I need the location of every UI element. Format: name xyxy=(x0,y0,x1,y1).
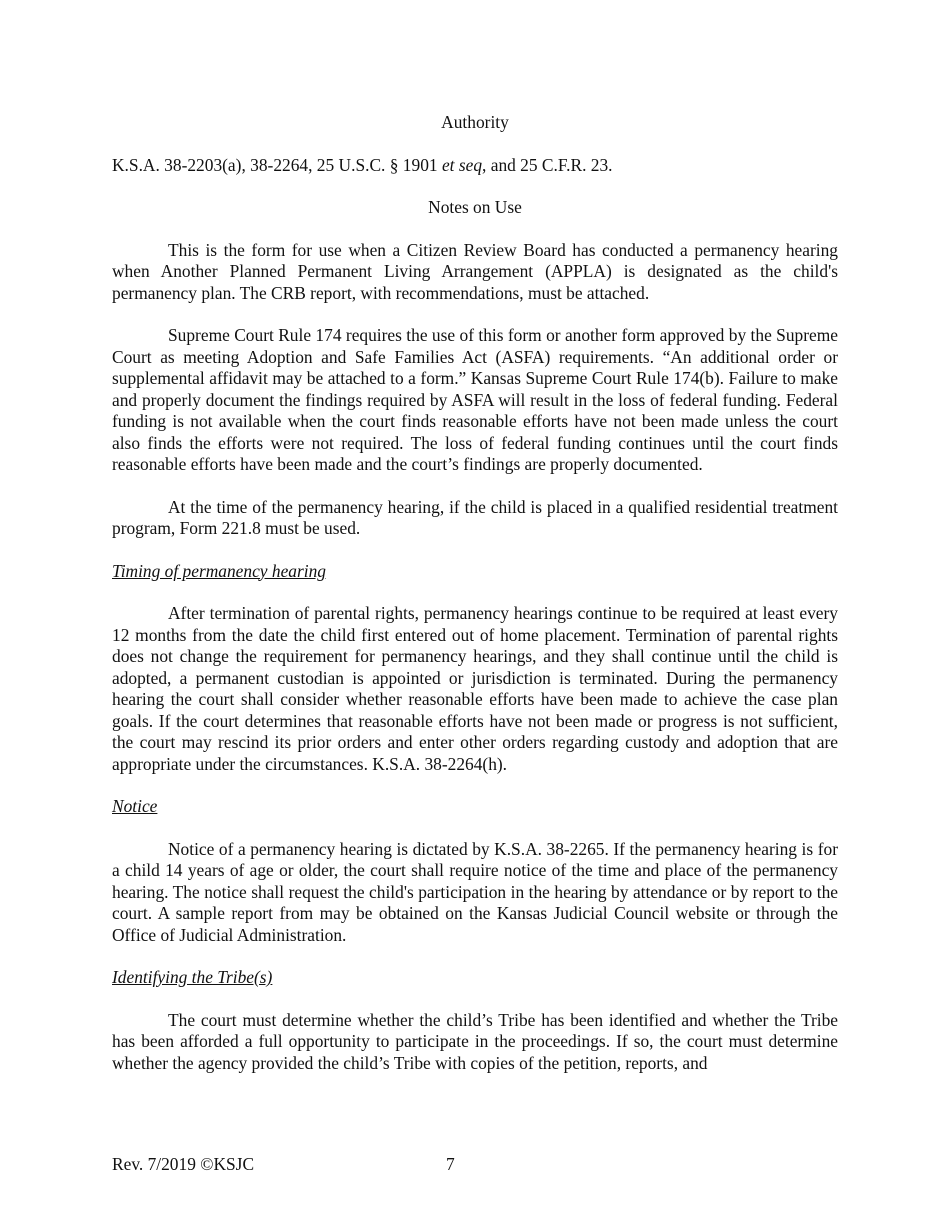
page-number: 7 xyxy=(446,1154,455,1174)
page-footer xyxy=(112,1154,838,1176)
authority-citation xyxy=(112,155,838,177)
citation-italic: et seq xyxy=(441,154,483,175)
notice-heading: Notice xyxy=(112,796,158,816)
notes-paragraph: This is the form for use when a Citizen Review Board has conducted a permanency hearing when Another Planned Permanent Living Arrangement (APPLA) is designated as the child's permanency plan. The CRB report, with recommendations, must be attached. xyxy=(112,239,838,303)
authority-heading: Authority xyxy=(441,112,509,132)
notes-paragraph: At the time of the permanency hearing, if the child is placed in a qualified residential treatment program, Form 221.8 must be used. xyxy=(112,496,838,538)
timing-heading: Timing of permanency hearing xyxy=(112,560,326,581)
notes-on-use-heading: Notes on Use xyxy=(428,197,522,217)
tribe-heading: Identifying the Tribe(s) xyxy=(112,967,273,987)
citation-text: K.S.A. 38-2203(a), 38-2264, 25 U.S.C. § 1901 xyxy=(112,154,442,175)
revision-label: Rev. 7/2019 ©KSJC xyxy=(112,1154,255,1174)
tribe-paragraph: The court must determine whether the child’s Tribe has been identified and whether the Tribe has been afforded a full opportunity to participate in the proceedings. If so, the court must determine whether the agency provided the child’s Tribe with copies of the petition, reports, and xyxy=(112,1009,838,1073)
timing-paragraph: After termination of parental rights, permanency hearings continue to be required at least every 12 months from the date the child first entered out of home placement. Termination of parental rights does not change the requirement for permanency hearings, and they shall continue until the child is adopted, a permanent custodian is appointed or jurisdiction is terminated. During the permanency hearing the court shall consider whether reasonable efforts have been made to achieve the case plan goals. If the court determines that reasonable efforts have not been made or progress is not sufficient, the court may rescind its prior orders and enter other orders regarding custody and adoption that are appropriate under the circumstances. K.S.A. 38-2264(h). xyxy=(112,603,838,774)
notice-paragraph: Notice of a permanency hearing is dictated by K.S.A. 38-2265. If the permanency hearing is for a child 14 years of age or older, the court shall require notice of the time and place of the permanency hearing. The notice shall request the child's participation in the hearing by attendance or by report to the court. A sample report from may be obtained on the Kansas Judicial Council website or through the Office of Judicial Administration. xyxy=(112,838,838,945)
document-page xyxy=(112,112,838,1074)
notes-paragraph: Supreme Court Rule 174 requires the use of this form or another form approved by the Supreme Court as meeting Adoption and Safe Families Act (ASFA) requirements. “An additional order or supplemental affidavit may be attached to a form.” Kansas Supreme Court Rule 174(b). Failure to make and properly document the findings required by ASFA will result in the loss of federal funding. Federal funding is not available when the court finds reasonable efforts have not been made unless the court also finds the efforts were not required. The loss of federal funding continues until the court finds reasonable efforts have been made and the court’s findings are properly documented. xyxy=(112,325,838,474)
citation-text-end: , and 25 C.F.R. 23. xyxy=(482,154,613,175)
